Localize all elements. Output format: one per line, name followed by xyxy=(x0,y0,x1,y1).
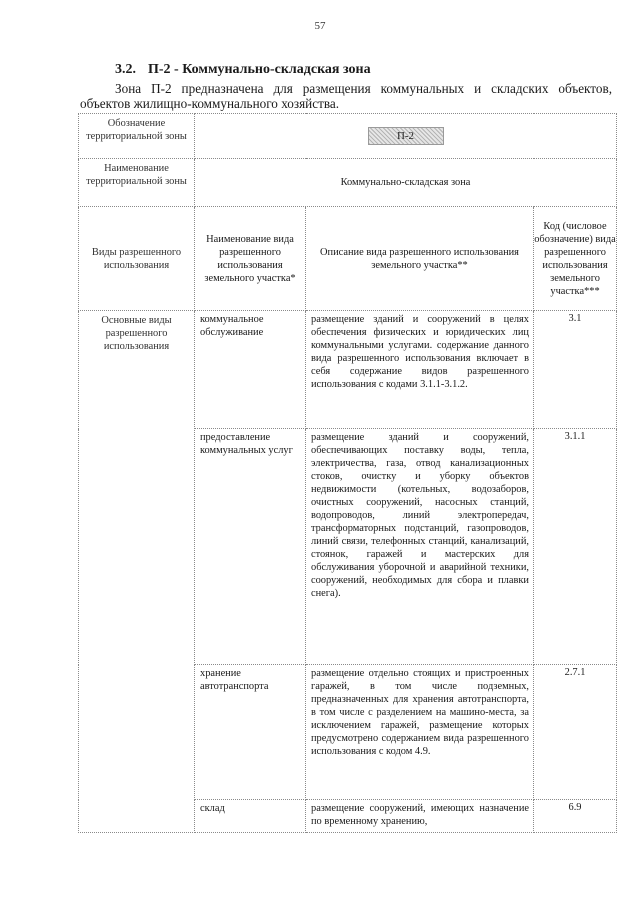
group-label: Основные виды разрешенного использования xyxy=(79,311,195,833)
use-name: склад xyxy=(195,800,306,833)
col-header-description: Описание вида разрешенного использования земельного участка** xyxy=(306,207,534,311)
zone-designation-label: Обозначение территориальной зоны xyxy=(79,114,195,159)
col-header-use-name: Наименование вида разрешенного использования земельного участка* xyxy=(195,207,306,311)
zone-code-cell xyxy=(195,114,617,159)
column-header-row xyxy=(79,207,617,311)
zone-designation-row xyxy=(79,114,617,159)
use-code: 6.9 xyxy=(534,800,617,833)
use-name: хранение автотранспорта xyxy=(195,665,306,800)
col-header-use-types: Виды разрешенного использования xyxy=(79,207,195,311)
col-header-code: Код (числовое обозначение) вида разрешенного использования земельного участка*** xyxy=(534,207,617,311)
use-description: размещение отдельно стоящих и пристроенных гаражей, в том числе подземных, предназначенных для хранения автотранспорта, в том числе с разделением на машино-места, за исключением гаражей, размещение которых предусмотрено содержанием вида разрешенного использования с кодом 4.9. xyxy=(306,665,534,800)
page-number: 57 xyxy=(314,20,326,32)
zone-name-row xyxy=(79,159,617,207)
section-intro xyxy=(80,81,612,111)
use-code: 2.7.1 xyxy=(534,665,617,800)
section-heading xyxy=(115,62,371,78)
zone-code-badge: П-2 xyxy=(368,127,444,145)
use-name: коммунальное обслуживание xyxy=(195,311,306,429)
use-name: предоставление коммунальных услуг xyxy=(195,429,306,665)
section-number: 3.2. xyxy=(115,62,136,77)
use-code: 3.1 xyxy=(534,311,617,429)
section-title: П-2 - Коммунально-складская зона xyxy=(148,62,371,77)
zone-regulations-table xyxy=(78,113,616,833)
zone-name-label: Наименование территориальной зоны xyxy=(79,159,195,207)
use-description: размещение сооружений, имеющих назначение по временному хранению, xyxy=(306,800,534,833)
intro-text: Зона П-2 предназначена для размещения коммунальных и складских объектов, объектов жилищно-коммунального хозяйства. xyxy=(80,81,612,111)
zone-name: Коммунально-складская зона xyxy=(195,159,617,207)
table-row xyxy=(79,311,617,429)
use-description: размещение зданий и сооружений в целях обеспечения физических и юридических лиц коммунальными услугами. содержание данного вида разрешенного использования включает в себя содержание видов разрешенного использования с кодами 3.1.1-3.1.2. xyxy=(306,311,534,429)
use-code: 3.1.1 xyxy=(534,429,617,665)
use-description: размещение зданий и сооружений, обеспечивающих поставку воды, тепла, электричества, газа, отвод канализационных стоков, очистку и уборку объектов недвижимости (котельных, водозаборов, очистных сооружений, насосных станций, водопроводов, линий электропередач, трансформаторных подстанций, газопроводов, линий связи, телефонных станций, канализаций, стоянок, гаражей и мастерских для обслуживания уборочной и аварийной техники, сооружений, необходимых для сбора и плавки снега). xyxy=(306,429,534,665)
